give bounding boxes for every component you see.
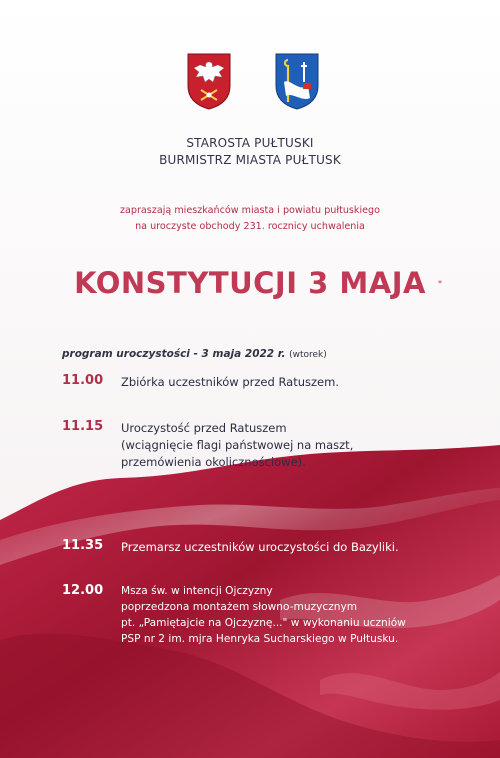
schedule-line: poprzedzona montażem słowno-muzycznym	[121, 601, 358, 613]
organizer-starosta: STAROSTA PUŁTUSKI	[186, 136, 314, 150]
schedule-line: Uroczystość przed Ratuszem	[121, 421, 287, 435]
schedule-time: 12.00	[62, 583, 104, 598]
invitation-line-1: zapraszają mieszkańców miasta i powiatu pułtuskiego	[119, 205, 381, 216]
pultusk-town-coat-of-arms-icon	[274, 52, 320, 110]
event-title: KONSTYTUCJI 3 MAJA	[74, 266, 426, 300]
schedule-line: Przemarsz uczestników uroczystości do Bazyliki.	[121, 540, 399, 554]
schedule-description	[121, 539, 481, 556]
invitation-line-2: na uroczyste obchody 231. rocznicy uchwalenia	[135, 221, 365, 232]
schedule-time: 11.15	[62, 419, 104, 434]
schedule-description	[121, 583, 481, 647]
schedule-description	[121, 374, 481, 391]
schedule-line: pt. „Pamiętajcie na Ojczyznę..." w wykonaniu uczniów	[121, 617, 406, 629]
schedule-time: 11.35	[62, 538, 104, 553]
title-mark: *	[438, 279, 442, 288]
powiat-coat-of-arms-icon	[186, 52, 232, 110]
organizer-burmistrz: BURMISTRZ MIASTA PUŁTUSK	[159, 153, 341, 167]
schedule-line: Zbiórka uczestników przed Ratuszem.	[121, 375, 339, 389]
program-weekday: (wtorek)	[289, 350, 327, 360]
schedule-line: (wciągnięcie flagi państwowej na maszt,	[121, 438, 354, 452]
program-heading	[62, 348, 327, 360]
schedule-line: PSP nr 2 im. mjra Henryka Sucharskiego w Pułtusku.	[121, 633, 399, 645]
program-heading-text: program uroczystości - 3 maja 2022 r.	[62, 348, 286, 360]
schedule-line: Msza św. w intencji Ojczyzny	[121, 585, 273, 597]
schedule-line: przemówienia okolicznościowe).	[121, 455, 306, 469]
schedule-time: 11.00	[62, 373, 104, 388]
schedule-description	[121, 420, 481, 471]
